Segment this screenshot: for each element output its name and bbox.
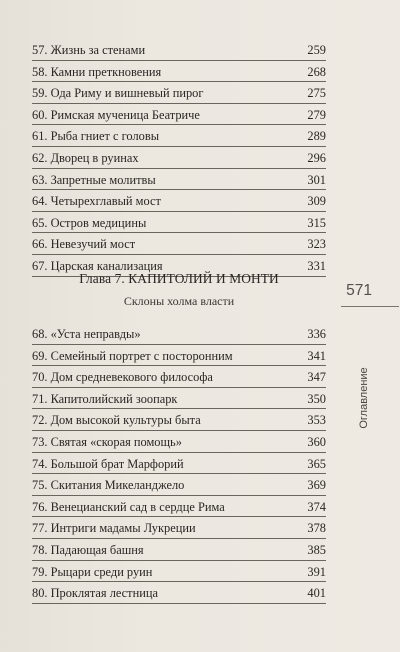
toc-entry [32, 432, 326, 454]
toc-entry [32, 324, 326, 346]
page-number: 571 [346, 282, 372, 299]
toc-entry-page: 374 [307, 499, 326, 514]
toc-leader-line [32, 81, 326, 82]
toc-entry [32, 170, 326, 192]
toc-entry [32, 234, 326, 256]
toc-leader-line [32, 103, 326, 104]
toc-leader-line [32, 189, 326, 190]
toc-entry-title: 76. Венецианский сад в сердце Рима [32, 499, 225, 514]
toc-leader-line [32, 387, 326, 388]
toc-entry [32, 583, 326, 605]
toc-leader-line [32, 168, 326, 169]
toc-leader-line [32, 538, 326, 539]
toc-entry-page: 378 [307, 521, 326, 536]
toc-entry [32, 62, 326, 84]
chapter-heading: Глава 7. КАПИТОЛИЙ И МОНТИ [79, 271, 279, 286]
toc-entry-title: 65. Остров медицины [32, 215, 147, 230]
toc-entry-page: 259 [307, 43, 326, 57]
toc-entry [32, 497, 326, 519]
toc-leader-line [32, 430, 326, 431]
toc-entry-title: 66. Невезучий мост [32, 237, 136, 252]
toc-leader-line [32, 495, 326, 496]
toc-leader-line [32, 344, 326, 345]
toc-entry [32, 389, 326, 411]
toc-leader-line [32, 408, 326, 409]
toc-entry-title: 75. Скитания Микеланджело [32, 478, 185, 493]
toc-leader-line [32, 473, 326, 474]
toc-entry [32, 562, 326, 584]
toc-entry [32, 126, 326, 148]
toc-entry-page: 365 [307, 456, 326, 471]
toc-leader-line [32, 560, 326, 561]
toc-leader-line [32, 124, 326, 125]
toc-entry-title: 59. Ода Риму и вишневый пирог [32, 86, 204, 101]
toc-entry-title: 72. Дом высокой культуры быта [32, 413, 201, 428]
toc-entry-title: 77. Интриги мадамы Лукреции [32, 521, 196, 536]
toc-entry-title: 62. Дворец в руинах [32, 150, 139, 165]
toc-leader-line [32, 516, 326, 517]
toc-list-bottom [32, 324, 326, 605]
toc-entry [32, 367, 326, 389]
running-head-label: Оглавление [358, 367, 370, 429]
toc-entry-title: 63. Запретные молитвы [32, 172, 156, 187]
toc-entry-page: 275 [307, 86, 326, 101]
toc-entry-page: 309 [307, 194, 326, 209]
toc-entry-page: 350 [307, 391, 326, 406]
toc-entry-page: 296 [307, 150, 326, 165]
toc-entry-page: 323 [307, 237, 326, 252]
toc-entry-page: 401 [307, 586, 326, 601]
toc-entry [32, 518, 326, 540]
toc-entry-page: 369 [307, 478, 326, 493]
toc-entry-title: 79. Рыцари среди руин [32, 564, 153, 579]
toc-entry-title: 68. «Уста неправды» [32, 327, 141, 341]
toc-entry-page: 301 [307, 172, 326, 187]
toc-entry-page: 289 [307, 129, 326, 144]
toc-leader-line [32, 60, 326, 61]
toc-entry-title: 67. Царская канализация [32, 258, 163, 273]
toc-entry [32, 83, 326, 105]
toc-entry-title: 60. Римская мученица Беатриче [32, 107, 200, 122]
toc-entry-page: 268 [307, 64, 326, 79]
toc-entry-title: 80. Проклятая лестница [32, 586, 158, 601]
toc-entry [32, 148, 326, 170]
toc-entry-page: 315 [307, 215, 326, 230]
toc-entry [32, 410, 326, 432]
toc-leader-line [32, 603, 326, 604]
toc-entry [32, 191, 326, 213]
toc-entry [32, 346, 326, 368]
toc-entry-page: 347 [307, 370, 326, 385]
toc-entry-title: 73. Святая «скорая помощь» [32, 434, 182, 449]
toc-entry [32, 540, 326, 562]
toc-entry-title: 69. Семейный портрет с посторонним [32, 348, 233, 363]
toc-entry-title: 64. Четырехглавый мост [32, 194, 161, 209]
toc-entry-title: 70. Дом средневекового философа [32, 370, 213, 385]
toc-entry-title: 74. Большой брат Марфорий [32, 456, 184, 471]
toc-entry-page: 336 [307, 327, 326, 341]
toc-entry [32, 40, 326, 62]
toc-leader-line [32, 232, 326, 233]
toc-leader-line [32, 211, 326, 212]
toc-entry-page: 279 [307, 107, 326, 122]
toc-entry [32, 213, 326, 235]
toc-leader-line [32, 254, 326, 255]
toc-entry-page: 385 [307, 542, 326, 557]
toc-entry [32, 475, 326, 497]
toc-entry-title: 58. Камни преткновения [32, 64, 162, 79]
chapter-subtitle: Склоны холма власти [123, 294, 235, 308]
toc-leader-line [32, 146, 326, 147]
toc-list-top [32, 40, 326, 278]
toc-leader-line [32, 452, 326, 453]
toc-entry-title: 78. Падающая башня [32, 542, 144, 557]
toc-entry-page: 353 [307, 413, 326, 428]
toc-entry-page: 341 [307, 348, 326, 363]
toc-entry-page: 331 [307, 258, 326, 273]
toc-entry-title: 61. Рыба гниет с головы [32, 129, 160, 144]
side-divider [341, 306, 399, 307]
toc-entry [32, 105, 326, 127]
toc-entry-page: 360 [307, 434, 326, 449]
toc-entry-title: 71. Капитолийский зоопарк [32, 391, 178, 406]
toc-entry-page: 391 [307, 564, 326, 579]
toc-entry-title: 57. Жизнь за стенами [32, 43, 146, 57]
toc-entry [32, 454, 326, 476]
toc-leader-line [32, 365, 326, 366]
toc-leader-line [32, 581, 326, 582]
